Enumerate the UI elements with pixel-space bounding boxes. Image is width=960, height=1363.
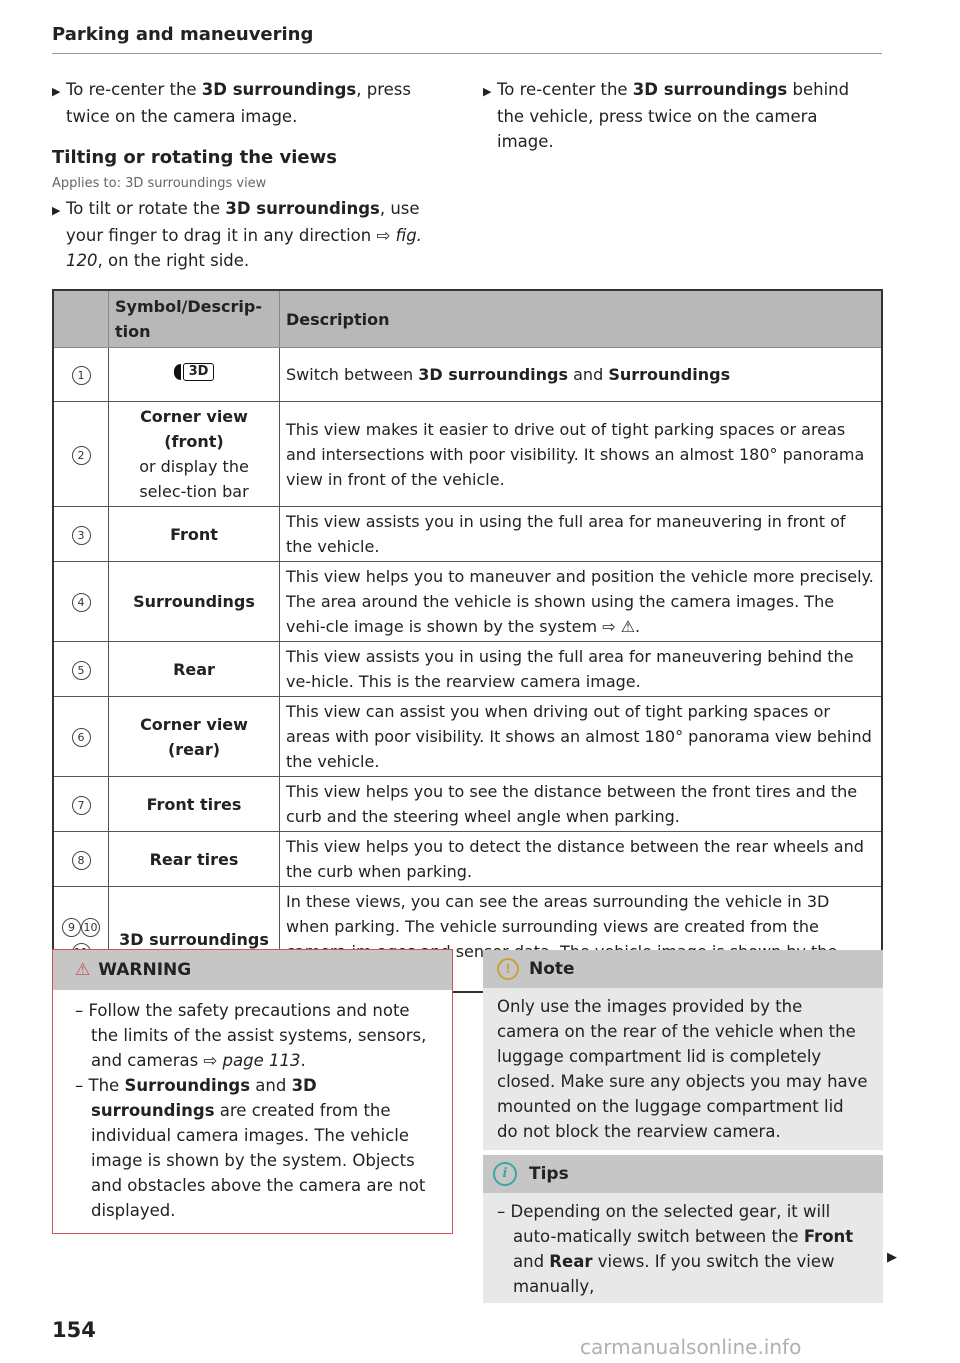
page-header-title: Parking and maneuvering — [52, 24, 882, 54]
tips-item: – Depending on the selected gear, it will auto-matically switch between the Front and Rear views. If you switch the view manually, — [497, 1202, 854, 1296]
row-description: Switch between 3D surroundings and Surroundings — [280, 348, 883, 402]
row-description: This view assists you in using the full area for maneuvering behind the ve-hicle. This is the rearview camera image. — [280, 642, 883, 697]
applies-to: Applies to: 3D surroundings view — [52, 176, 267, 191]
symbol-table — [52, 289, 883, 993]
exclamation-icon: ! — [497, 958, 519, 980]
table-row — [53, 832, 882, 887]
table-row — [53, 507, 882, 562]
recenter-instruction: ▶ To re-center the 3D surroundings, press twice on the camera image. — [52, 80, 411, 126]
warning-body — [53, 990, 452, 1233]
warning-header — [53, 950, 452, 990]
warning-item: – Follow the safety precautions and note the limits of the assist systems, sensors, and cameras ⇨ page 113. — [75, 1001, 427, 1070]
bullet-triangle-icon: ▶ — [52, 85, 61, 98]
note-box — [483, 950, 883, 1150]
table-row — [53, 348, 882, 402]
table-row — [53, 777, 882, 832]
table-row — [53, 562, 882, 642]
bullet-triangle-icon: ▶ — [483, 85, 492, 98]
row-description: This view can assist you when driving out of tight parking spaces or areas with poor visibility. It shows an almost 180° panorama view behind the vehicle. — [280, 697, 883, 777]
callout-number: 9 — [62, 918, 81, 937]
row-description: This view makes it easier to drive out of tight parking spaces or areas and intersections with poor visibility. It shows an almost 180° panorama view in front of the vehicle. — [280, 402, 883, 507]
table-row — [53, 402, 882, 507]
row-description: This view assists you in using the full area for maneuvering in front of the vehicle. — [280, 507, 883, 562]
table-header-row — [53, 290, 882, 348]
row-symbol: Surroundings — [109, 562, 280, 642]
callout-number: 10 — [81, 918, 100, 937]
row-symbol: Front — [109, 507, 280, 562]
tilt-heading: Tilting or rotating the views — [52, 147, 337, 168]
table-row — [53, 642, 882, 697]
tilt-instruction: ▶ To tilt or rotate the 3D surroundings, use your finger to drag it in any direction ⇨ fig. 120, on the right side. — [52, 199, 422, 270]
warning-title: WARNING — [98, 960, 192, 980]
fig-reference[interactable]: fig. 120 — [66, 226, 422, 270]
row-symbol: Rear tires — [109, 832, 280, 887]
callout-number: 2 — [72, 446, 91, 465]
warning-triangle-icon: ⚠ — [75, 960, 91, 980]
header-symbol: Symbol/Descrip-tion — [109, 290, 280, 348]
left-column — [52, 77, 447, 273]
callout-number: 5 — [72, 661, 91, 680]
callout-number: 6 — [72, 728, 91, 747]
note-header — [483, 950, 883, 988]
table-row — [53, 697, 882, 777]
page-reference[interactable]: page 113 — [222, 1051, 301, 1070]
warning-box — [52, 949, 453, 1234]
callout-number: 1 — [72, 366, 91, 385]
note-body: Only use the images provided by the camera on the rear of the vehicle when the luggage compartment lid is completely closed. Make sure any objects you may have mounted on the luggage compartment lid do not block the rearview camera. — [497, 997, 868, 1141]
continue-arrow-icon: ▶ — [887, 1250, 897, 1265]
note-title: Note — [529, 959, 575, 979]
row-description: This view helps you to detect the distance between the rear wheels and the curb when parking. — [280, 832, 883, 887]
callout-number: 8 — [72, 851, 91, 870]
header-description: Description — [280, 290, 883, 348]
tips-box — [483, 1155, 883, 1303]
3d-toggle-icon: 3D — [174, 363, 215, 381]
info-icon: i — [493, 1162, 517, 1186]
row-description: This view helps you to maneuver and position the vehicle more precisely. The area around the vehicle is shown using the camera images. The vehi-cle image is shown by the system ⇨ ⚠. — [280, 562, 883, 642]
callout-number: 7 — [72, 796, 91, 815]
row-symbol: 3D surroundings — [109, 887, 280, 993]
page-number: 154 — [52, 1318, 96, 1342]
row-description: In these views, you can see the areas surrounding the vehicle in 3D when parking. The vehicle surrounding views are created from the — [280, 887, 883, 993]
row-symbol: Corner view (rear) — [109, 697, 280, 777]
warning-item: – The Surroundings and 3D surroundings are created from the individual camera images. The vehicle image is shown by the system. Objects and obstacles above the camera are not displayed. — [75, 1076, 426, 1220]
recenter-behind-instruction: ▶ To re-center the 3D surroundings behind the vehicle, press twice on the camera image. — [483, 80, 850, 151]
callout-number: 4 — [72, 593, 91, 612]
tips-body — [483, 1193, 883, 1303]
callout-number: 3 — [72, 526, 91, 545]
header-num-cell — [53, 290, 109, 348]
watermark: carmanualsonline.info — [580, 1335, 802, 1359]
tips-header — [483, 1155, 883, 1193]
bullet-triangle-icon: ▶ — [52, 204, 61, 217]
tips-title: Tips — [529, 1164, 569, 1184]
right-column — [483, 77, 878, 154]
row-symbol: Front tires — [109, 777, 280, 832]
row-symbol: Corner view (front) or display the selec-tion bar — [109, 402, 280, 507]
row-symbol: Rear — [109, 642, 280, 697]
row-description: This view helps you to see the distance between the front tires and the curb and the steering wheel angle when parking. — [280, 777, 883, 832]
